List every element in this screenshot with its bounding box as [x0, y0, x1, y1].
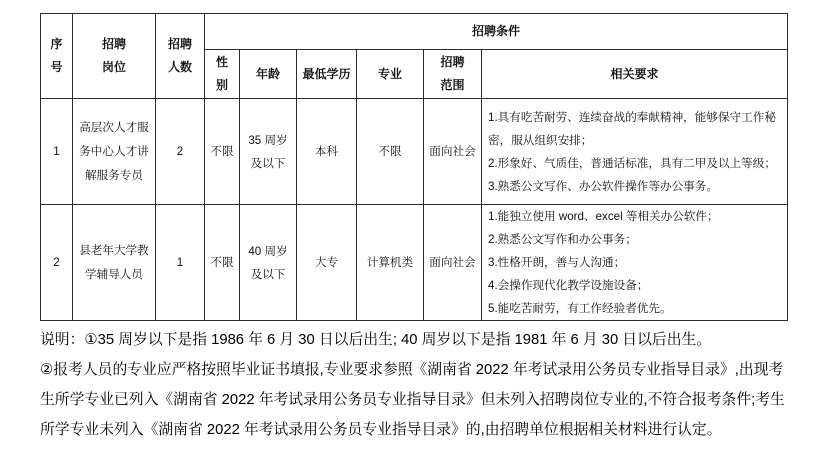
header-gender-label: 性别 [215, 55, 228, 92]
cell-requirements [482, 99, 788, 205]
notes-section [40, 325, 790, 445]
requirement-item: 3.性格开朗，善与人沟通； [488, 256, 626, 269]
cell-education: 大专 [297, 205, 357, 321]
note-age-definition: 说明：①35 周岁以下是指 1986 年 6 月 30 日以后出生; 40 周岁以下是指 1981 年 6 月 30 日以后出生。 [40, 332, 712, 348]
cell-index: 1 [41, 99, 73, 205]
cell-gender: 不限 [205, 205, 240, 321]
requirement-item: 3.熟悉公文写作、办公软件操作等办公事务。 [488, 179, 718, 193]
cell-scope: 面向社会 [424, 205, 482, 321]
cell-gender: 不限 [205, 99, 240, 205]
header-scope-label: 招聘范围 [440, 55, 465, 92]
header-education-label: 最低学历 [302, 66, 351, 81]
header-post [73, 14, 156, 99]
header-index-label: 序号 [50, 37, 63, 74]
header-conditions [205, 14, 788, 50]
requirements-list [488, 205, 781, 320]
requirement-item: 2.熟悉公文写作和办公事务； [488, 233, 637, 246]
age-limit: 35 周岁及以下 [248, 133, 288, 170]
header-requirements-label: 相关要求 [610, 66, 659, 81]
cell-major: 计算机类 [357, 205, 424, 321]
cell-education: 本科 [297, 99, 357, 205]
cell-post [73, 205, 156, 321]
cell-count: 1 [156, 205, 205, 321]
requirement-item: 2.形象好、气质佳，普通话标准，具有二甲及以上等级； [488, 156, 776, 170]
requirement-item: 1.能独立使用 word、excel 等相关办公软件； [488, 210, 719, 223]
cell-scope: 面向社会 [424, 99, 482, 205]
table-row [41, 205, 788, 321]
header-age-label: 年龄 [255, 66, 280, 81]
cell-age [240, 205, 297, 321]
note-major-rule: ②报考人员的专业应严格按照毕业证书填报,专业要求参照《湖南省 2022 年考试录用公务员专业指导目录》,出现考生所学专业已列入《湖南省 2022 年考试录用公务员专业指导目录》但未列入招聘岗位专业的,不符合报考条件;考生所学专业未列入《湖南省 2022 年考试录用公务员专业指导目录》的,由招聘单位根据相关材料进行认定。 [40, 362, 785, 438]
recruitment-table [40, 13, 788, 321]
cell-index: 2 [41, 205, 73, 321]
requirement-item: 5.能吃苦耐劳，有工作经验者优先。 [488, 302, 672, 315]
post-name: 高层次人才服务中心人才讲解服务专员 [79, 120, 149, 182]
header-count-label: 招聘人数 [167, 37, 192, 74]
header-conditions-label: 招聘条件 [472, 24, 521, 38]
header-count [156, 14, 205, 99]
age-limit: 40 周岁及以下 [248, 244, 288, 281]
requirement-item: 1.具有吃苦耐劳、连续奋战的奉献精神，能够保守工作秘密，服从组织安排； [488, 110, 776, 147]
cell-count: 2 [156, 99, 205, 205]
header-education [297, 50, 357, 99]
header-requirements [482, 50, 788, 99]
header-major [357, 50, 424, 99]
cell-major: 不限 [357, 99, 424, 205]
cell-requirements [482, 205, 788, 321]
requirements-list [488, 106, 781, 198]
header-post-label: 招聘岗位 [101, 37, 126, 74]
cell-post [73, 99, 156, 205]
header-age [240, 50, 297, 99]
table-row [41, 99, 788, 205]
cell-age [240, 99, 297, 205]
requirement-item: 4.会操作现代化教学设施设备； [488, 279, 649, 292]
header-gender [205, 50, 240, 99]
header-scope [424, 50, 482, 99]
post-name: 县老年大学教学辅导人员 [79, 243, 149, 281]
header-index [41, 14, 73, 99]
header-row [41, 14, 788, 50]
header-major-label: 专业 [377, 66, 402, 81]
